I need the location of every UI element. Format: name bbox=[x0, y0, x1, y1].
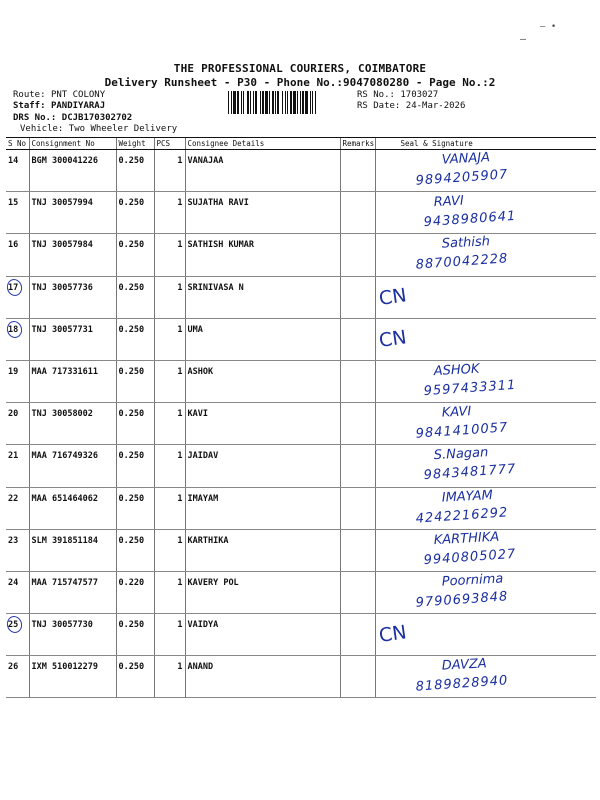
weight-cell bbox=[116, 360, 154, 402]
consignment-text: SLM 391851184 bbox=[31, 535, 99, 546]
sno-text: 24 bbox=[8, 577, 19, 588]
consignment-text: MAA 716749326 bbox=[31, 451, 99, 462]
staff-label: Staff: bbox=[13, 101, 46, 111]
rs-no-value: 1703027 bbox=[400, 90, 439, 100]
signature-name: ASHOK bbox=[432, 361, 480, 380]
signature-name: VANAJA bbox=[440, 150, 490, 168]
pcs-cell bbox=[154, 276, 185, 318]
remarks-cell bbox=[340, 276, 375, 318]
scan-mark: – • bbox=[540, 22, 557, 32]
signature-cell bbox=[375, 445, 596, 487]
sno-cell bbox=[6, 276, 29, 318]
vehicle-value: Two Wheeler Delivery bbox=[68, 124, 178, 134]
col-sno: S No bbox=[6, 138, 29, 150]
consignee-text: SRINIVASA N bbox=[187, 282, 244, 293]
pcs-text: 1 bbox=[177, 620, 183, 631]
pcs-text: 1 bbox=[177, 577, 183, 588]
signature-phone: 4242216292 bbox=[414, 504, 509, 527]
vehicle-line bbox=[20, 124, 177, 134]
signature-cell bbox=[375, 571, 596, 613]
consignee-text: KARTHIKA bbox=[187, 535, 229, 546]
sno-text: 21 bbox=[8, 451, 19, 462]
signature-cell bbox=[375, 150, 596, 192]
signature-phone: 9438980641 bbox=[422, 208, 517, 231]
weight-text: 0.250 bbox=[118, 535, 145, 546]
signature-phone: 9597433311 bbox=[422, 377, 517, 400]
consignee-cell bbox=[185, 192, 340, 234]
sno-cell bbox=[6, 403, 29, 445]
table-row bbox=[6, 614, 596, 656]
weight-cell bbox=[116, 234, 154, 276]
consignment-cell bbox=[29, 150, 116, 192]
signature-name: CN bbox=[377, 621, 408, 648]
consignee-cell bbox=[185, 360, 340, 402]
consignee-text: SUJATHA RAVI bbox=[187, 198, 249, 209]
rs-no-line bbox=[357, 90, 438, 100]
handwritten-signature bbox=[376, 570, 597, 614]
consignment-cell bbox=[29, 487, 116, 529]
col-remarks: Remarks bbox=[340, 138, 375, 150]
remarks-cell bbox=[340, 192, 375, 234]
pcs-cell bbox=[154, 192, 185, 234]
drs-line bbox=[13, 113, 132, 123]
col-consignment: Consignment No bbox=[29, 138, 116, 150]
circle-mark bbox=[5, 277, 24, 297]
consignment-cell bbox=[29, 571, 116, 613]
remarks-cell bbox=[340, 614, 375, 656]
consignment-cell bbox=[29, 192, 116, 234]
weight-text: 0.250 bbox=[118, 156, 145, 166]
table-row bbox=[6, 403, 596, 445]
signature-name: S.Nagan bbox=[432, 445, 489, 464]
sno-cell bbox=[6, 656, 29, 698]
sno-cell bbox=[6, 445, 29, 487]
handwritten-signature bbox=[376, 275, 597, 319]
signature-name: Sathish bbox=[440, 234, 490, 253]
weight-cell bbox=[116, 276, 154, 318]
consignee-cell bbox=[185, 656, 340, 698]
remarks-cell bbox=[340, 656, 375, 698]
consignment-cell bbox=[29, 276, 116, 318]
consignment-cell bbox=[29, 403, 116, 445]
consignment-text: BGM 300041226 bbox=[31, 156, 99, 166]
route-value: PNT COLONY bbox=[50, 90, 106, 100]
consignee-cell bbox=[185, 318, 340, 360]
signature-cell bbox=[375, 529, 596, 571]
drs-label: DRS No.: bbox=[13, 113, 57, 123]
table-row bbox=[6, 192, 596, 234]
weight-text: 0.250 bbox=[118, 451, 145, 462]
signature-cell bbox=[375, 318, 596, 360]
signature-name: RAVI bbox=[432, 193, 464, 211]
scan-mark: – bbox=[520, 34, 527, 45]
consignment-cell bbox=[29, 318, 116, 360]
handwritten-signature bbox=[376, 654, 597, 698]
signature-phone: 9940805027 bbox=[422, 546, 517, 568]
handwritten-signature bbox=[376, 232, 597, 276]
sno-text: 26 bbox=[8, 662, 19, 673]
sno-text: 18 bbox=[8, 324, 19, 335]
remarks-cell bbox=[340, 403, 375, 445]
consignment-text: TNJ 30057984 bbox=[31, 240, 93, 251]
signature-cell bbox=[375, 234, 596, 276]
table-row bbox=[6, 318, 596, 360]
consignee-cell bbox=[185, 571, 340, 613]
pcs-text: 1 bbox=[177, 409, 183, 420]
pcs-cell bbox=[154, 529, 185, 571]
signature-cell bbox=[375, 656, 596, 698]
table-row bbox=[6, 360, 596, 402]
signature-phone: 9894205907 bbox=[414, 167, 509, 189]
pcs-cell bbox=[154, 403, 185, 445]
consignee-text: VANAJAA bbox=[187, 156, 224, 166]
weight-text: 0.250 bbox=[118, 198, 145, 209]
consignment-text: TNJ 30057994 bbox=[31, 198, 93, 209]
sno-cell bbox=[6, 487, 29, 529]
weight-cell bbox=[116, 571, 154, 613]
weight-text: 0.250 bbox=[118, 620, 145, 631]
table-row bbox=[6, 445, 596, 487]
drs-value: DCJB170302702 bbox=[61, 113, 133, 123]
signature-cell bbox=[375, 276, 596, 318]
pcs-cell bbox=[154, 150, 185, 192]
vehicle-label: Vehicle: bbox=[20, 124, 64, 134]
rs-date-value: 24-Mar-2026 bbox=[405, 101, 466, 111]
runsheet-table bbox=[6, 137, 596, 698]
consignee-cell bbox=[185, 150, 340, 192]
col-pcs: PCS bbox=[154, 138, 185, 150]
barcode bbox=[228, 91, 354, 114]
pcs-text: 1 bbox=[177, 662, 183, 673]
weight-cell bbox=[116, 529, 154, 571]
signature-name: CN bbox=[377, 326, 408, 352]
sno-text: 23 bbox=[8, 535, 19, 546]
consignee-cell bbox=[185, 276, 340, 318]
pcs-text: 1 bbox=[177, 451, 183, 462]
sno-cell bbox=[6, 614, 29, 656]
consignment-text: TNJ 30057736 bbox=[31, 282, 93, 293]
consignee-cell bbox=[185, 529, 340, 571]
rs-date-line bbox=[357, 101, 465, 111]
consignment-cell bbox=[29, 360, 116, 402]
consignee-text: VAIDYA bbox=[187, 620, 219, 631]
remarks-cell bbox=[340, 571, 375, 613]
signature-phone: 8870042228 bbox=[414, 251, 509, 274]
company-name: THE PROFESSIONAL COURIERS, COIMBATORE bbox=[173, 62, 427, 75]
consignee-cell bbox=[185, 403, 340, 445]
sno-cell bbox=[6, 360, 29, 402]
weight-text: 0.250 bbox=[118, 282, 145, 293]
consignee-cell bbox=[185, 445, 340, 487]
weight-cell bbox=[116, 403, 154, 445]
consignee-cell bbox=[185, 614, 340, 656]
weight-cell bbox=[116, 150, 154, 192]
route-label: Route: bbox=[13, 90, 46, 100]
signature-name: KARTHIKA bbox=[432, 529, 500, 548]
runsheet-title: Delivery Runsheet - P30 - Phone No.:9047080280 - Page No.:2 bbox=[104, 76, 496, 89]
consignee-text: ANAND bbox=[187, 662, 214, 673]
table-row bbox=[6, 571, 596, 613]
route-line bbox=[13, 90, 105, 100]
pcs-cell bbox=[154, 318, 185, 360]
consignment-text: TNJ 30057730 bbox=[31, 620, 93, 631]
consignee-text: ASHOK bbox=[187, 366, 214, 377]
sno-text: 22 bbox=[8, 493, 19, 504]
col-consignee: Consignee Details bbox=[185, 138, 340, 150]
signature-name: DAVZA bbox=[440, 656, 487, 674]
pcs-text: 1 bbox=[177, 366, 183, 377]
sno-cell bbox=[6, 529, 29, 571]
table-row bbox=[6, 529, 596, 571]
pcs-cell bbox=[154, 445, 185, 487]
consignment-text: MAA 717331611 bbox=[31, 366, 99, 377]
staff-value: PANDIYARAJ bbox=[50, 101, 106, 111]
weight-text: 0.220 bbox=[118, 577, 145, 588]
consignment-cell bbox=[29, 656, 116, 698]
sno-text: 19 bbox=[8, 366, 19, 377]
sno-cell bbox=[6, 571, 29, 613]
signature-cell bbox=[375, 403, 596, 445]
handwritten-signature bbox=[376, 401, 597, 445]
handwritten-signature bbox=[376, 359, 597, 403]
signature-phone: 9843481777 bbox=[422, 462, 517, 484]
pcs-cell bbox=[154, 234, 185, 276]
table-row bbox=[6, 656, 596, 698]
handwritten-signature bbox=[376, 528, 597, 572]
handwritten-signature bbox=[376, 317, 597, 361]
pcs-cell bbox=[154, 614, 185, 656]
handwritten-signature bbox=[376, 190, 597, 234]
table-row bbox=[6, 150, 596, 192]
pcs-text: 1 bbox=[177, 535, 183, 546]
table-row bbox=[6, 234, 596, 276]
weight-cell bbox=[116, 318, 154, 360]
weight-text: 0.250 bbox=[118, 662, 145, 673]
signature-cell bbox=[375, 360, 596, 402]
pcs-cell bbox=[154, 360, 185, 402]
consignment-text: MAA 715747577 bbox=[31, 577, 99, 588]
pcs-cell bbox=[154, 656, 185, 698]
signature-phone: 9841410057 bbox=[414, 420, 509, 442]
sno-text: 17 bbox=[8, 282, 19, 293]
consignee-text: UMA bbox=[187, 324, 203, 335]
weight-text: 0.250 bbox=[118, 366, 145, 377]
pcs-text: 1 bbox=[177, 324, 183, 335]
col-weight: Weight bbox=[116, 138, 154, 150]
consignee-text: KAVERY POL bbox=[187, 577, 239, 588]
consignment-text: MAA 651464062 bbox=[31, 493, 99, 504]
sno-text: 14 bbox=[8, 156, 19, 166]
consignment-cell bbox=[29, 234, 116, 276]
weight-cell bbox=[116, 445, 154, 487]
signature-name: Poornima bbox=[440, 571, 504, 590]
handwritten-signature bbox=[376, 148, 597, 192]
consignee-text: SATHISH KUMAR bbox=[187, 240, 255, 251]
sno-text: 16 bbox=[8, 240, 19, 251]
pcs-cell bbox=[154, 487, 185, 529]
pcs-text: 1 bbox=[177, 282, 183, 293]
consignee-text: IMAYAM bbox=[187, 493, 219, 504]
sno-cell bbox=[6, 192, 29, 234]
sno-text: 15 bbox=[8, 198, 19, 209]
remarks-cell bbox=[340, 150, 375, 192]
table-row bbox=[6, 276, 596, 318]
remarks-cell bbox=[340, 360, 375, 402]
handwritten-signature bbox=[376, 486, 597, 530]
circle-mark bbox=[5, 614, 24, 634]
weight-text: 0.250 bbox=[118, 240, 145, 251]
consignee-cell bbox=[185, 487, 340, 529]
sno-cell bbox=[6, 150, 29, 192]
sno-cell bbox=[6, 234, 29, 276]
signature-name: KAVI bbox=[440, 404, 472, 421]
consignee-cell bbox=[185, 234, 340, 276]
weight-cell bbox=[116, 487, 154, 529]
sno-text: 25 bbox=[8, 620, 19, 631]
consignment-text: TNJ 30057731 bbox=[31, 324, 93, 335]
table-row bbox=[6, 487, 596, 529]
consignment-cell bbox=[29, 445, 116, 487]
remarks-cell bbox=[340, 234, 375, 276]
consignee-text: JAIDAV bbox=[187, 451, 219, 462]
weight-text: 0.250 bbox=[118, 409, 145, 420]
weight-text: 0.250 bbox=[118, 324, 145, 335]
rs-date-label: RS Date: bbox=[357, 101, 401, 111]
remarks-cell bbox=[340, 529, 375, 571]
weight-cell bbox=[116, 656, 154, 698]
pcs-text: 1 bbox=[177, 198, 183, 209]
pcs-cell bbox=[154, 571, 185, 613]
circle-mark bbox=[5, 319, 24, 339]
signature-phone: 9790693848 bbox=[414, 589, 509, 611]
sno-text: 20 bbox=[8, 409, 19, 420]
signature-cell bbox=[375, 614, 596, 656]
signature-cell bbox=[375, 487, 596, 529]
consignee-text: KAVI bbox=[187, 409, 208, 420]
signature-name: IMAYAM bbox=[440, 487, 493, 506]
consignment-text: TNJ 30058002 bbox=[31, 409, 93, 420]
pcs-text: 1 bbox=[177, 493, 183, 504]
rs-no-label: RS No.: bbox=[357, 90, 395, 100]
weight-cell bbox=[116, 614, 154, 656]
remarks-cell bbox=[340, 487, 375, 529]
col-seal: Seal & Signature bbox=[375, 138, 596, 150]
signature-cell bbox=[375, 192, 596, 234]
remarks-cell bbox=[340, 318, 375, 360]
pcs-text: 1 bbox=[177, 156, 183, 166]
remarks-cell bbox=[340, 445, 375, 487]
signature-phone: 8189828940 bbox=[414, 673, 509, 695]
weight-cell bbox=[116, 192, 154, 234]
sno-cell bbox=[6, 318, 29, 360]
staff-line bbox=[13, 101, 105, 111]
handwritten-signature bbox=[376, 612, 597, 656]
signature-name: CN bbox=[377, 283, 408, 310]
weight-text: 0.250 bbox=[118, 493, 145, 504]
handwritten-signature bbox=[376, 443, 597, 487]
consignment-cell bbox=[29, 529, 116, 571]
pcs-text: 1 bbox=[177, 240, 183, 251]
consignment-cell bbox=[29, 614, 116, 656]
consignment-text: IXM 510012279 bbox=[31, 662, 99, 673]
